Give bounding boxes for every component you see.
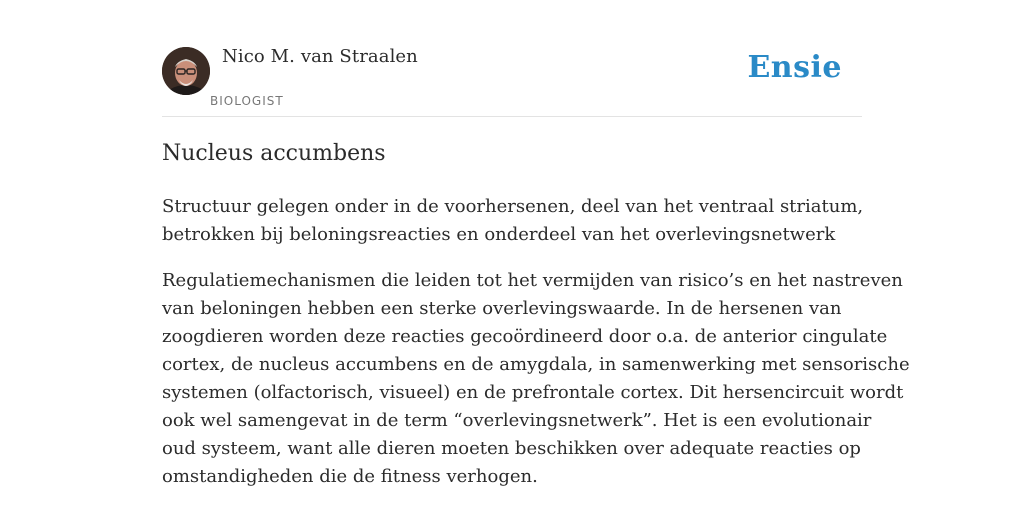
author-avatar[interactable] <box>162 47 210 95</box>
summary-line: betrokken bij beloningsreacties en onderdeel van het overlevingsnetwerk <box>162 224 836 245</box>
body-line: oud systeem, want alle dieren moeten beschikken over adequate reacties op <box>162 438 861 459</box>
article-title: Nucleus accumbens <box>162 141 386 166</box>
body-line: ook wel samengevat in de term “overlevingsnetwerk”. Het is een evolutionair <box>162 410 872 431</box>
article-body <box>162 267 910 491</box>
body-line: zoogdieren worden deze reacties gecoördineerd door o.a. de anterior cingulate <box>162 326 888 347</box>
body-line: omstandigheden die de fitness verhogen. <box>162 466 538 487</box>
body-line: Regulatiemechanismen die leiden tot het vermijden van risico’s en het nastreven <box>162 270 903 291</box>
author-role: BIOLOGIST <box>210 94 284 108</box>
summary-line: Structuur gelegen onder in de voorhersenen, deel van het ventraal striatum, <box>162 196 864 217</box>
body-line: cortex, de nucleus accumbens en de amygdala, in samenwerking met sensorische <box>162 354 910 375</box>
article-summary <box>162 193 862 249</box>
author-name[interactable]: Nico M. van Straalen <box>222 46 418 67</box>
author-header <box>162 0 862 117</box>
body-line: van beloningen hebben een sterke overlevingswaarde. In de hersenen van <box>162 298 842 319</box>
brand-logo[interactable]: Ensie <box>747 50 842 85</box>
author-portrait-icon <box>162 47 210 95</box>
article-card <box>162 0 910 512</box>
body-line: systemen (olfactorisch, visueel) en de prefrontale cortex. Dit hersencircuit wordt <box>162 382 904 403</box>
